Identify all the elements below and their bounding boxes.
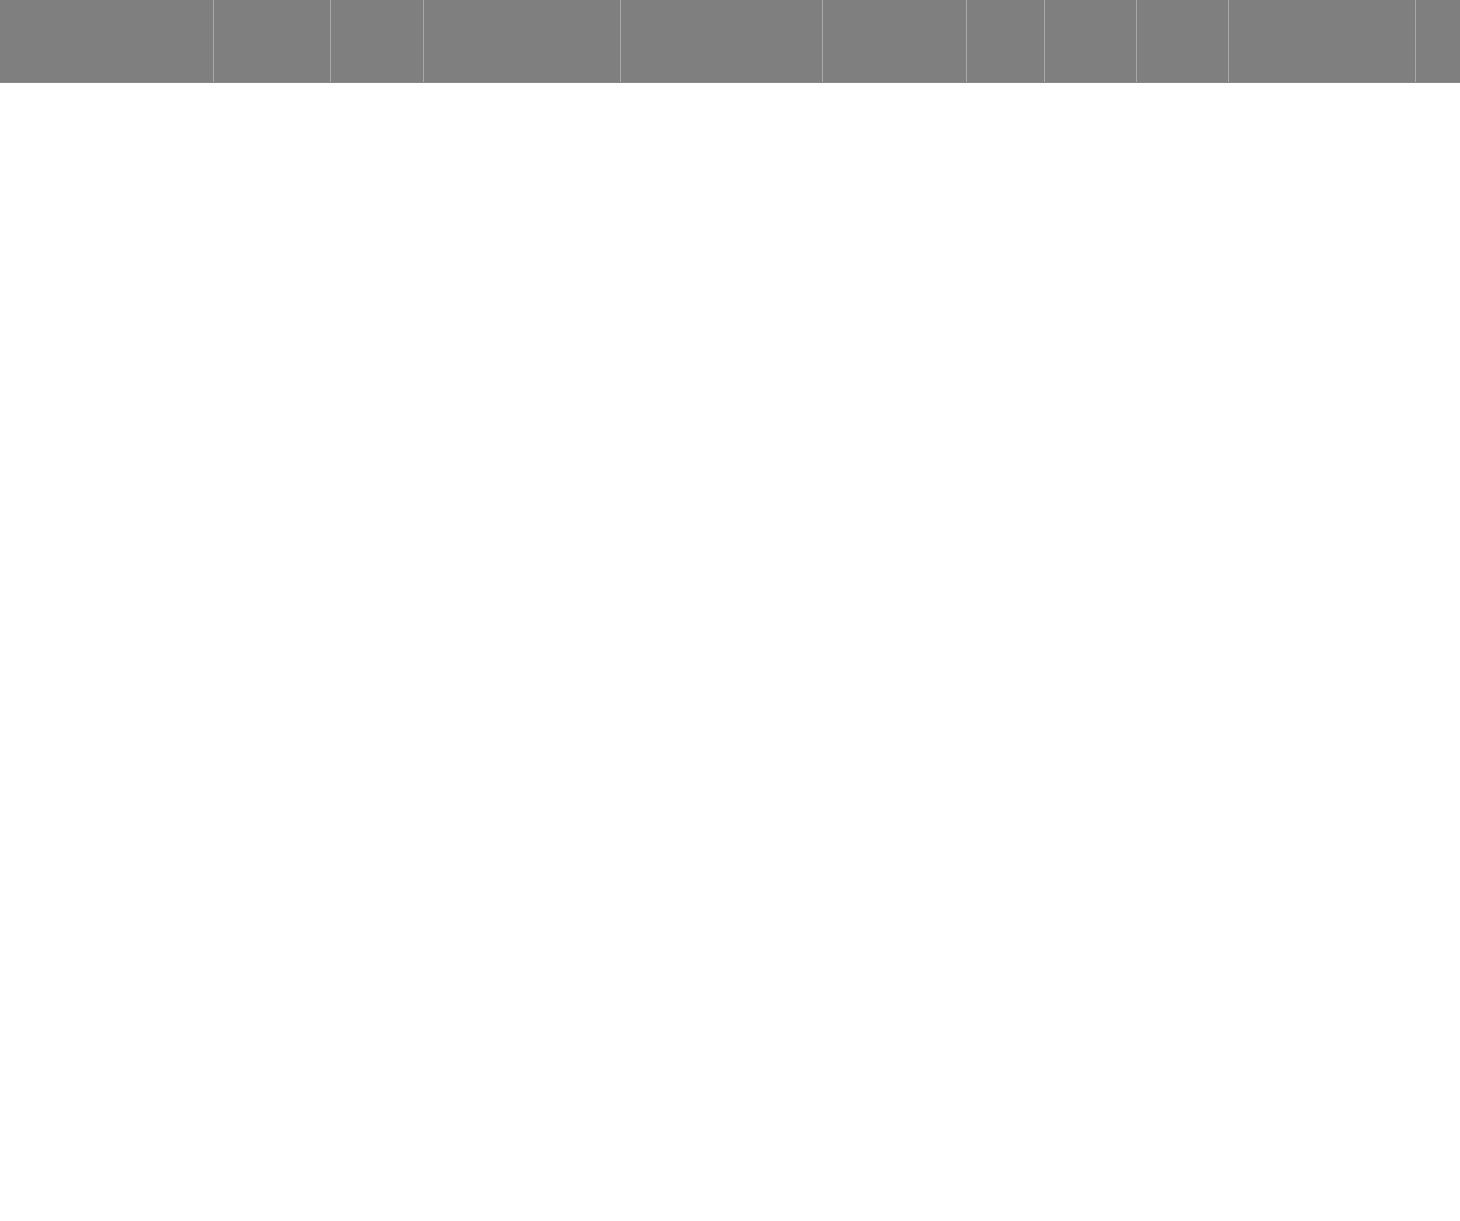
header-right-coordinates <box>822 0 966 83</box>
qtl-table <box>0 0 1460 83</box>
table-header-row <box>0 0 1460 83</box>
header-left-coordinates <box>620 0 822 83</box>
header-chr-no <box>330 0 423 83</box>
header-lod <box>966 0 1044 83</box>
header-pve <box>1044 0 1136 83</box>
header-ci <box>423 0 620 83</box>
header-de <box>1228 0 1415 83</box>
header-ae <box>1136 0 1228 83</box>
header-qtl-size <box>1415 0 1460 83</box>
header-traits <box>0 0 213 83</box>
header-qtl-name <box>213 0 330 83</box>
